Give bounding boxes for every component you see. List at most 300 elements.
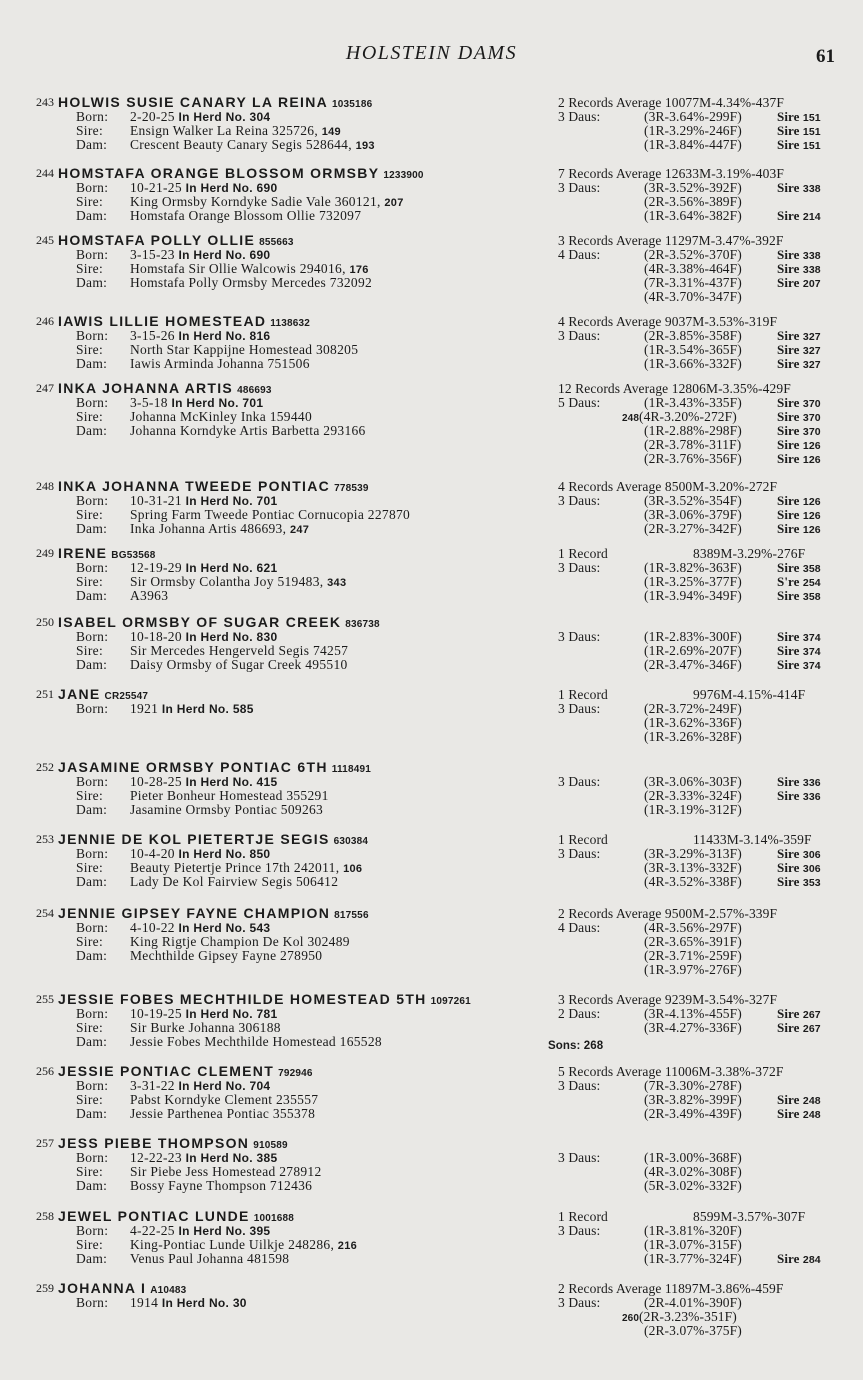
daughter-record bbox=[644, 290, 742, 304]
daughter-record-text: (1R-3.62%-336F) bbox=[644, 715, 742, 730]
daughter-record bbox=[644, 1324, 742, 1338]
herd-label: In Herd No. bbox=[178, 1079, 250, 1093]
daughter-record bbox=[644, 657, 821, 672]
dam-line bbox=[76, 949, 322, 963]
daughter-sire bbox=[777, 357, 821, 372]
records-value: 8389M-3.29%-276F bbox=[693, 546, 806, 561]
dam-parent-name: Lady De Kol Fairview Segis 506412 bbox=[130, 874, 339, 889]
daughter-sire-number: 327 bbox=[802, 345, 821, 357]
daughter-record bbox=[644, 643, 821, 658]
daughter-sire-number: 126 bbox=[802, 440, 821, 452]
herd-number: 543 bbox=[249, 921, 271, 935]
page-title: HOLSTEIN DAMS bbox=[345, 42, 518, 64]
daughter-sire-label: Sire bbox=[777, 846, 803, 861]
dam-label: Dam: bbox=[76, 802, 108, 817]
daughter-sire-label: Sire bbox=[777, 423, 803, 438]
daughter-record bbox=[644, 788, 821, 803]
daughter-record-text: (1R-2.83%-300F) bbox=[644, 629, 742, 644]
daughter-record-text: (4R-3.52%-338F) bbox=[644, 874, 742, 889]
daughter-sire bbox=[777, 1252, 821, 1267]
herd-number: 395 bbox=[249, 1224, 271, 1238]
born-line bbox=[76, 396, 263, 410]
daughter-sire-number: 126 bbox=[802, 496, 821, 508]
records-text: 1 Record bbox=[558, 687, 608, 702]
born-line bbox=[76, 561, 277, 575]
dam-parent-name: Jessie Parthenea Pontiac 355378 bbox=[130, 1106, 316, 1121]
dam-label: Dam: bbox=[76, 137, 108, 152]
born-label: Born: bbox=[76, 629, 109, 644]
daughter-sire-label: Sire bbox=[777, 493, 803, 508]
daughter-sire-number: 151 bbox=[802, 112, 821, 124]
daughter-sire bbox=[777, 209, 821, 224]
sons-line: Sons: 268 bbox=[548, 1040, 604, 1052]
born-line bbox=[76, 248, 270, 262]
born-date: 4-10-22 bbox=[130, 920, 179, 935]
born-label: Born: bbox=[76, 701, 109, 716]
records-summary bbox=[558, 687, 806, 702]
dam-name-text: JASAMINE ORMSBY PONTIAC 6TH bbox=[58, 759, 328, 775]
daughter-sire-number: 336 bbox=[802, 777, 821, 789]
born-line bbox=[76, 1007, 277, 1021]
daughter-record-text: (2R-4.01%-390F) bbox=[644, 1295, 742, 1310]
daughter-record-text: (1R-3.82%-363F) bbox=[644, 560, 742, 575]
daughter-sire bbox=[777, 276, 821, 291]
daughter-sire-label: Sire bbox=[777, 860, 803, 875]
daughter-sire-number: 336 bbox=[802, 791, 821, 803]
daughter-sire-label: Sire bbox=[777, 1092, 803, 1107]
daughter-sire-number: 284 bbox=[802, 1254, 821, 1266]
born-date: 10-31-21 bbox=[130, 493, 186, 508]
daughter-sire-label: Sire bbox=[777, 1106, 803, 1121]
daughter-record bbox=[644, 356, 821, 371]
herd-label: In Herd No. bbox=[161, 1296, 233, 1310]
dam-line bbox=[76, 357, 310, 371]
daughter-sire-label: Sire bbox=[777, 109, 803, 124]
daughter-record bbox=[644, 451, 821, 466]
daughter-record bbox=[644, 493, 821, 508]
entry-number: 246 bbox=[36, 314, 54, 328]
sire-name: Pieter Bonheur Homestead 355291 bbox=[130, 788, 329, 803]
born-date: 10-21-25 bbox=[130, 180, 186, 195]
entry-number: 258 bbox=[36, 1209, 54, 1223]
herd-label: In Herd No. bbox=[178, 110, 250, 124]
registration-number: 792946 bbox=[278, 1068, 313, 1079]
daughter-sire-label: Sire bbox=[777, 247, 803, 262]
sire-label: Sire: bbox=[76, 261, 103, 276]
entry-number: 243 bbox=[36, 95, 54, 109]
dam-parent-name: Jasamine Ormsby Pontiac 509263 bbox=[130, 802, 324, 817]
daughter-record-text: (4R-3.20%-272F) bbox=[639, 409, 737, 424]
sire-ref: 106 bbox=[343, 863, 363, 875]
daughter-sire bbox=[777, 658, 821, 673]
born-line bbox=[76, 181, 277, 195]
herd-label: In Herd No. bbox=[185, 775, 257, 789]
daughter-sire-label: Sire bbox=[777, 451, 803, 466]
daughter-sire-number: 327 bbox=[802, 359, 821, 371]
herd-label: In Herd No. bbox=[185, 1007, 257, 1021]
dam-line bbox=[76, 209, 361, 223]
daughter-record bbox=[644, 195, 742, 209]
records-text: 1 Record bbox=[558, 1209, 608, 1224]
daughter-sire-number: 126 bbox=[802, 454, 821, 466]
dam-name-text: HOMSTAFA ORANGE BLOSSOM ORMSBY bbox=[58, 165, 380, 181]
sire-line bbox=[76, 935, 350, 949]
daughter-record-text: (2R-3.56%-389F) bbox=[644, 194, 742, 209]
sire-line bbox=[76, 1021, 281, 1035]
daughter-record bbox=[644, 395, 821, 410]
herd-number: 30 bbox=[232, 1296, 247, 1310]
records-summary bbox=[558, 234, 783, 248]
daughter-record bbox=[644, 109, 821, 124]
daughter-record bbox=[644, 1179, 742, 1193]
daughter-record-text: (3R-3.13%-332F) bbox=[644, 860, 742, 875]
daughter-sire-number: 151 bbox=[802, 126, 821, 138]
daughter-sire-label: Sire bbox=[777, 123, 803, 138]
dam-name-text: JEWEL PONTIAC LUNDE bbox=[58, 1208, 250, 1224]
herd-label: In Herd No. bbox=[178, 1224, 250, 1238]
sire-ref: 343 bbox=[327, 577, 347, 589]
daughter-record bbox=[644, 730, 742, 744]
daughter-record bbox=[644, 123, 821, 138]
sire-line bbox=[76, 1165, 322, 1179]
daughters-label: 2 Daus: bbox=[558, 1006, 601, 1021]
dam-line bbox=[76, 589, 168, 603]
records-text: 2 Records Average 10077M-4.34%-437F bbox=[558, 95, 784, 110]
daughter-sire-label: Sire bbox=[777, 507, 803, 522]
sire-name: Sir Piebe Jess Homestead 278912 bbox=[130, 1164, 322, 1179]
dam-line bbox=[76, 1252, 289, 1266]
dam-name-text: JOHANNA I bbox=[58, 1280, 147, 1296]
page-number: 61 bbox=[816, 46, 835, 67]
daughter-record-text: (2R-3.49%-439F) bbox=[644, 1106, 742, 1121]
daughters-label: 3 Daus: bbox=[558, 180, 601, 195]
sire-name: Spring Farm Tweede Pontiac Cornucopia 227870 bbox=[130, 507, 411, 522]
dam-name-text: JANE bbox=[58, 686, 101, 702]
dam-name-text: INKA JOHANNA TWEEDE PONTIAC bbox=[58, 478, 331, 494]
daughter-record bbox=[644, 137, 821, 152]
daughter-record bbox=[644, 275, 821, 290]
dam-parent-name: Homstafa Orange Blossom Ollie 732097 bbox=[130, 208, 362, 223]
daughter-record-text: (4R-3.70%-347F) bbox=[644, 289, 742, 304]
records-text: 12 Records Average 12806M-3.35%-429F bbox=[558, 381, 791, 396]
daughter-sire-label: Sire bbox=[777, 1006, 803, 1021]
daughter-sire bbox=[777, 789, 821, 804]
daughters-label: 3 Daus: bbox=[558, 560, 601, 575]
born-label: Born: bbox=[76, 1150, 109, 1165]
born-label: Born: bbox=[76, 395, 109, 410]
entry-number: 253 bbox=[36, 832, 54, 846]
daughter-record bbox=[644, 1251, 821, 1266]
dam-line bbox=[76, 875, 338, 889]
sire-name: Sir Ormsby Colantha Joy 519483, bbox=[130, 574, 328, 589]
sire-name: Pabst Korndyke Clement 235557 bbox=[130, 1092, 319, 1107]
herd-number: 690 bbox=[249, 248, 271, 262]
daughter-record-text: (1R-3.54%-365F) bbox=[644, 342, 742, 357]
born-label: Born: bbox=[76, 920, 109, 935]
dam-label: Dam: bbox=[76, 948, 108, 963]
daughter-sire-number: 267 bbox=[802, 1009, 821, 1021]
herd-number: 704 bbox=[249, 1079, 271, 1093]
dam-parent-name: Bossy Fayne Thompson 712436 bbox=[130, 1178, 313, 1193]
herd-label: In Herd No. bbox=[178, 248, 250, 262]
daughter-record-text: (2R-3.52%-370F) bbox=[644, 247, 742, 262]
registration-number: 486693 bbox=[237, 385, 272, 396]
herd-number: 415 bbox=[256, 775, 278, 789]
daughter-record-text: (1R-3.26%-328F) bbox=[644, 729, 742, 744]
daughter-record bbox=[644, 1092, 821, 1107]
sire-label: Sire: bbox=[76, 342, 103, 357]
daughter-record-text: (3R-3.06%-379F) bbox=[644, 507, 742, 522]
daughter-sire bbox=[777, 138, 821, 153]
records-summary bbox=[558, 832, 812, 847]
daughter-sire-number: 358 bbox=[802, 591, 821, 603]
sire-ref: 216 bbox=[337, 1240, 358, 1252]
dam-line bbox=[76, 276, 372, 290]
records-text: 5 Records Average 11006M-3.38%-372F bbox=[558, 1064, 784, 1079]
dam-label: Dam: bbox=[76, 588, 108, 603]
daughter-record-text: (7R-3.31%-437F) bbox=[644, 275, 742, 290]
daughter-record bbox=[644, 588, 821, 603]
daughter-sire-number: 267 bbox=[802, 1023, 821, 1035]
daughter-record-text: (1R-3.94%-349F) bbox=[644, 588, 742, 603]
sire-line bbox=[76, 789, 329, 803]
records-summary bbox=[558, 96, 784, 110]
sire-line bbox=[76, 1093, 318, 1107]
daughters-label: 3 Daus: bbox=[558, 1295, 601, 1310]
daughter-sire-label: Sire bbox=[777, 1020, 803, 1035]
daughter-sire-label: Sire bbox=[777, 180, 803, 195]
daughter-sire-label: Sire bbox=[777, 629, 803, 644]
daughter-sire-number: 370 bbox=[802, 398, 821, 410]
sire-name: Ensign Walker La Reina 325726, bbox=[130, 123, 322, 138]
daughter-record-text: (1R-2.88%-298F) bbox=[644, 423, 742, 438]
herd-number: 690 bbox=[256, 181, 278, 195]
daughters-label: 4 Daus: bbox=[558, 247, 601, 262]
daughter-sire-number: 254 bbox=[802, 577, 821, 589]
daughter-sire-label: Sire bbox=[777, 588, 803, 603]
daughter-record bbox=[644, 1238, 742, 1252]
sire-name: Homstafa Sir Ollie Walcowis 294016, bbox=[130, 261, 350, 276]
daughters-label: 3 Daus: bbox=[558, 1150, 601, 1165]
daughter-record bbox=[644, 247, 821, 262]
born-line bbox=[76, 921, 270, 935]
sire-label: Sire: bbox=[76, 1092, 103, 1107]
dam-label: Dam: bbox=[76, 356, 108, 371]
daughter-record-text: (2R-3.47%-346F) bbox=[644, 657, 742, 672]
daughter-record-text: (2R-3.85%-358F) bbox=[644, 328, 742, 343]
dam-parent-name: Johanna Korndyke Artis Barbetta 293166 bbox=[130, 423, 366, 438]
born-line bbox=[76, 847, 270, 861]
dam-line bbox=[76, 658, 348, 672]
entry-number: 245 bbox=[36, 233, 54, 247]
registration-number: 910589 bbox=[253, 1140, 288, 1151]
herd-label: In Herd No. bbox=[178, 847, 250, 861]
sire-label: Sire: bbox=[76, 194, 103, 209]
registration-number: 1097261 bbox=[430, 996, 471, 1007]
daughter-record bbox=[644, 1006, 821, 1021]
daughters-label: 3 Daus: bbox=[558, 493, 601, 508]
dam-ref: 193 bbox=[355, 140, 375, 152]
dam-parent-name: Homstafa Polly Ormsby Mercedes 732092 bbox=[130, 275, 373, 290]
dam-label: Dam: bbox=[76, 657, 108, 672]
daughter-sire-number: 370 bbox=[802, 426, 821, 438]
records-summary bbox=[558, 1065, 783, 1079]
daughter-record bbox=[644, 846, 821, 861]
daughter-sire-label: S're bbox=[777, 574, 803, 589]
herd-number: 850 bbox=[249, 847, 271, 861]
daughter-sire bbox=[777, 452, 821, 467]
daughter-record-text: (2R-3.33%-324F) bbox=[644, 788, 742, 803]
daughter-record bbox=[644, 208, 821, 223]
daughter-record bbox=[644, 1151, 742, 1165]
daughter-record-text: (3R-4.13%-455F) bbox=[644, 1006, 742, 1021]
records-text: 2 Records Average 9500M-2.57%-339F bbox=[558, 906, 778, 921]
dam-label: Dam: bbox=[76, 1251, 108, 1266]
daughter-record bbox=[644, 521, 821, 536]
daughter-sire-label: Sire bbox=[777, 521, 803, 536]
born-date: 10-18-20 bbox=[130, 629, 186, 644]
daughter-sire-label: Sire bbox=[777, 560, 803, 575]
daughter-record-text: (3R-3.52%-392F) bbox=[644, 180, 742, 195]
daughter-record-text: (3R-3.06%-303F) bbox=[644, 774, 742, 789]
daughter-sire-label: Sire bbox=[777, 328, 803, 343]
herd-number: 830 bbox=[256, 630, 278, 644]
daughter-record-text: (3R-3.52%-354F) bbox=[644, 493, 742, 508]
records-text: 4 Records Average 9037M-3.53%-319F bbox=[558, 314, 778, 329]
sire-label: Sire: bbox=[76, 1164, 103, 1179]
born-label: Born: bbox=[76, 560, 109, 575]
born-date: 10-4-20 bbox=[130, 846, 179, 861]
sire-label: Sire: bbox=[76, 1237, 103, 1252]
daughter-record-text: (3R-4.27%-336F) bbox=[644, 1020, 742, 1035]
born-label: Born: bbox=[76, 1006, 109, 1021]
daughter-record-text: (1R-3.25%-377F) bbox=[644, 574, 742, 589]
daughter-record bbox=[644, 261, 821, 276]
daughter-sire-label: Sire bbox=[777, 208, 803, 223]
sire-label: Sire: bbox=[76, 643, 103, 658]
born-label: Born: bbox=[76, 1078, 109, 1093]
daughter-record-text: (1R-3.66%-332F) bbox=[644, 356, 742, 371]
daughter-sire-label: Sire bbox=[777, 261, 803, 276]
daughter-sire-number: 374 bbox=[802, 646, 821, 658]
daughter-sire-number: 327 bbox=[802, 331, 821, 343]
daughter-record bbox=[644, 180, 821, 195]
dam-line bbox=[76, 424, 366, 438]
records-text: 1 Record bbox=[558, 546, 608, 561]
herd-label: In Herd No. bbox=[185, 630, 257, 644]
herd-number: 621 bbox=[256, 561, 278, 575]
registration-number: 778539 bbox=[334, 483, 369, 494]
daughter-sire-number: 248 bbox=[802, 1109, 821, 1121]
sire-line bbox=[76, 508, 410, 522]
daughter-sire-label: Sire bbox=[777, 342, 803, 357]
records-summary bbox=[558, 315, 777, 329]
sire-label: Sire: bbox=[76, 934, 103, 949]
daughter-sire-label: Sire bbox=[777, 1251, 803, 1266]
born-line bbox=[76, 630, 277, 644]
daughter-record bbox=[644, 702, 742, 716]
dam-name-text: HOLWIS SUSIE CANARY LA REINA bbox=[58, 94, 329, 110]
dam-line bbox=[76, 1035, 382, 1049]
daughter-record bbox=[644, 949, 742, 963]
dam-parent-name: Jessie Fobes Mechthilde Homestead 165528 bbox=[130, 1034, 382, 1049]
dam-name-text: JESS PIEBE THOMPSON bbox=[58, 1135, 250, 1151]
daughter-record-text: (1R-3.64%-382F) bbox=[644, 208, 742, 223]
born-date: 1914 bbox=[130, 1295, 162, 1310]
daughter-record bbox=[644, 1106, 821, 1121]
daughter-record bbox=[644, 803, 742, 817]
born-label: Born: bbox=[76, 1223, 109, 1238]
daughter-record-text: (1R-3.07%-315F) bbox=[644, 1237, 742, 1252]
dam-ref: 247 bbox=[289, 524, 310, 536]
born-label: Born: bbox=[76, 774, 109, 789]
sire-line bbox=[76, 343, 358, 357]
daughter-sire-number: 126 bbox=[802, 510, 821, 522]
dam-parent-name: Crescent Beauty Canary Segis 528644, bbox=[130, 137, 356, 152]
dam-label: Dam: bbox=[76, 1106, 108, 1121]
daughter-sire-number: 370 bbox=[802, 412, 821, 424]
sire-line bbox=[76, 644, 348, 658]
sire-ref: 176 bbox=[349, 264, 369, 276]
daughter-record bbox=[644, 716, 742, 730]
daughter-sire-label: Sire bbox=[777, 657, 803, 672]
daughter-record-text: (2R-3.65%-391F) bbox=[644, 934, 742, 949]
herd-label: In Herd No. bbox=[178, 329, 250, 343]
daughter-record-text: (4R-3.56%-297F) bbox=[644, 920, 742, 935]
daughter-record-text: (1R-3.00%-368F) bbox=[644, 1150, 742, 1165]
sire-ref: 149 bbox=[321, 126, 341, 138]
daughters-label: 3 Daus: bbox=[558, 774, 601, 789]
daughter-sire-label: Sire bbox=[777, 137, 803, 152]
daughter-record-text: (2R-3.27%-342F) bbox=[644, 521, 742, 536]
sire-ref: 207 bbox=[384, 197, 404, 209]
daughters-label: 3 Daus: bbox=[558, 1078, 601, 1093]
sire-line bbox=[76, 575, 346, 590]
born-date: 1921 bbox=[130, 701, 162, 716]
herd-number: 781 bbox=[256, 1007, 278, 1021]
dam-parent-name: Mechthilde Gipsey Fayne 278950 bbox=[130, 948, 323, 963]
born-label: Born: bbox=[76, 109, 109, 124]
sire-name: Johanna McKinley Inka 159440 bbox=[130, 409, 312, 424]
dam-label: Dam: bbox=[76, 423, 108, 438]
daughter-sire-number: 214 bbox=[802, 211, 821, 223]
daughter-record-text: (7R-3.30%-278F) bbox=[644, 1078, 742, 1093]
entry-number: 251 bbox=[36, 687, 54, 701]
entry-number: 250 bbox=[36, 615, 54, 629]
daughter-record bbox=[644, 560, 821, 575]
sire-label: Sire: bbox=[76, 788, 103, 803]
herd-number: 585 bbox=[232, 702, 254, 716]
daughter-sire-label: Sire bbox=[777, 788, 803, 803]
dam-label: Dam: bbox=[76, 874, 108, 889]
registration-number: 1233900 bbox=[383, 170, 424, 181]
dam-parent-name: Daisy Ormsby of Sugar Creek 495510 bbox=[130, 657, 348, 672]
daughters-label: 3 Daus: bbox=[558, 629, 601, 644]
daughter-record bbox=[644, 963, 742, 977]
sire-label: Sire: bbox=[76, 860, 103, 875]
entry-number: 254 bbox=[36, 906, 54, 920]
sire-label: Sire: bbox=[76, 507, 103, 522]
daughter-record bbox=[644, 423, 821, 438]
daughter-sire-number: 338 bbox=[802, 183, 821, 195]
daughter-record bbox=[644, 1165, 742, 1179]
sire-label: Sire: bbox=[76, 409, 103, 424]
daughter-sire bbox=[777, 181, 821, 196]
daughter-sire-number: 207 bbox=[802, 278, 821, 290]
herd-number: 816 bbox=[249, 329, 271, 343]
herd-label: In Herd No. bbox=[185, 494, 257, 508]
born-line bbox=[76, 110, 270, 124]
